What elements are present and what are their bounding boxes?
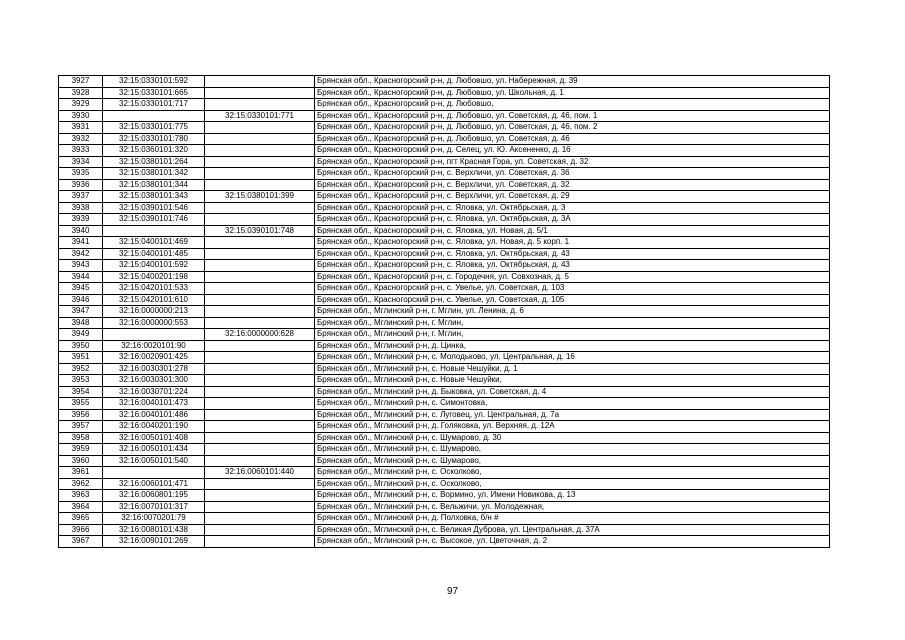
address-cell: Брянская обл., Красногорский р-н, д. Селец, ул. Ю. Аксененко, д. 16	[315, 145, 830, 157]
cadastral-number-cell: 32:16:0090101:269	[103, 536, 205, 548]
cadastral-number-cell: 32:16:0040201:190	[103, 421, 205, 433]
related-cadastral-number-cell: 32:16:0060101:440	[205, 467, 315, 479]
related-cadastral-number-cell: 32:15:0330101:771	[205, 110, 315, 122]
address-cell: Брянская обл., Мглинский р-н, с. Новые Чешуйки, д. 1	[315, 363, 830, 375]
related-cadastral-number-cell	[205, 317, 315, 329]
page-number: 97	[446, 586, 459, 597]
related-cadastral-number-cell	[205, 409, 315, 421]
table-row	[59, 168, 830, 180]
row-number-cell: 3932	[59, 133, 103, 145]
table-row	[59, 87, 830, 99]
row-number-cell: 3951	[59, 352, 103, 364]
address-cell: Брянская обл., Красногорский р-н, пгт Красная Гора, ул. Советская, д. 32	[315, 156, 830, 168]
address-cell: Брянская обл., Мглинский р-н, с. Высокое, ул. Цветочная, д. 2	[315, 536, 830, 548]
address-cell: Брянская обл., Красногорский р-н, с. Верхличи, ул. Советская, д. 32	[315, 179, 830, 191]
cadastral-number-cell: 32:15:0400201:198	[103, 271, 205, 283]
cadastral-number-cell: 32:15:0390101:746	[103, 214, 205, 226]
related-cadastral-number-cell	[205, 99, 315, 111]
cadastral-number-cell: 32:15:0330101:717	[103, 99, 205, 111]
address-cell: Брянская обл., Мглинский р-н, с. Шумарово,	[315, 444, 830, 456]
address-cell: Брянская обл., Мглинский р-н, с. Шумарово, д. 30	[315, 432, 830, 444]
cadastral-number-cell	[103, 329, 205, 341]
address-cell: Брянская обл., Мглинский р-н, с. Луговец, ул. Центральная, д. 7а	[315, 409, 830, 421]
cadastral-number-cell: 32:15:0330101:665	[103, 87, 205, 99]
cadastral-number-cell: 32:16:0020101:90	[103, 340, 205, 352]
address-cell: Брянская обл., Красногорский р-н, с. Яловка, ул. Октябрьская, д. 3А	[315, 214, 830, 226]
related-cadastral-number-cell	[205, 122, 315, 134]
table-row	[59, 478, 830, 490]
cadastral-number-cell: 32:15:0380101:344	[103, 179, 205, 191]
related-cadastral-number-cell	[205, 421, 315, 433]
related-cadastral-number-cell	[205, 179, 315, 191]
address-cell: Брянская обл., Мглинский р-н, с. Симонтовка,	[315, 398, 830, 410]
row-number-cell: 3950	[59, 340, 103, 352]
cadastral-number-cell: 32:16:0080101:438	[103, 524, 205, 536]
row-number-cell: 3956	[59, 409, 103, 421]
address-cell: Брянская обл., Мглинский р-н, г. Мглин, ул. Ленина, д. 6	[315, 306, 830, 318]
address-cell: Брянская обл., Красногорский р-н, с. Яловка, ул. Октябрьская, д. 43	[315, 248, 830, 260]
related-cadastral-number-cell	[205, 375, 315, 387]
cadastral-number-cell: 32:16:0040101:473	[103, 398, 205, 410]
cadastral-number-cell: 32:16:0070201:79	[103, 513, 205, 525]
table-row	[59, 513, 830, 525]
table-row	[59, 260, 830, 272]
table-row	[59, 409, 830, 421]
address-cell: Брянская обл., Мглинский р-н, с. Новые Чешуйки,	[315, 375, 830, 387]
row-number-cell: 3967	[59, 536, 103, 548]
row-number-cell: 3965	[59, 513, 103, 525]
related-cadastral-number-cell	[205, 398, 315, 410]
table-row	[59, 363, 830, 375]
row-number-cell: 3929	[59, 99, 103, 111]
row-number-cell: 3944	[59, 271, 103, 283]
cadastral-number-cell: 32:15:0380101:343	[103, 191, 205, 203]
address-cell: Брянская обл., Красногорский р-н, с. Яловка, ул. Октябрьская, д. 43	[315, 260, 830, 272]
address-cell: Брянская обл., Мглинский р-н, г. Мглин,	[315, 329, 830, 341]
related-cadastral-number-cell: 32:16:0000000:628	[205, 329, 315, 341]
table-row	[59, 329, 830, 341]
address-cell: Брянская обл., Красногорский р-н, д. Любовшо, ул. Школьная, д. 1	[315, 87, 830, 99]
related-cadastral-number-cell: 32:15:0380101:399	[205, 191, 315, 203]
table-row	[59, 340, 830, 352]
address-cell: Брянская обл., Красногорский р-н, с. Яловка, ул. Новая, д. 5 корп. 1	[315, 237, 830, 249]
address-cell: Брянская обл., Красногорский р-н, д. Любовшо, ул. Советская, д. 46, пом. 1	[315, 110, 830, 122]
address-cell: Брянская обл., Красногорский р-н, с. Верхличи, ул. Советская, д. 36	[315, 168, 830, 180]
row-number-cell: 3953	[59, 375, 103, 387]
related-cadastral-number-cell	[205, 260, 315, 272]
cadastral-number-cell: 32:16:0040101:486	[103, 409, 205, 421]
row-number-cell: 3933	[59, 145, 103, 157]
table-row	[59, 191, 830, 203]
table-row	[59, 421, 830, 433]
table-row	[59, 99, 830, 111]
related-cadastral-number-cell	[205, 501, 315, 513]
row-number-cell: 3952	[59, 363, 103, 375]
row-number-cell: 3931	[59, 122, 103, 134]
table-row	[59, 214, 830, 226]
table-row	[59, 536, 830, 548]
related-cadastral-number-cell	[205, 214, 315, 226]
address-cell: Брянская обл., Красногорский р-н, д. Любовшо,	[315, 99, 830, 111]
cadastral-number-cell: 32:16:0050101:540	[103, 455, 205, 467]
address-cell: Брянская обл., Мглинский р-н, с. Великая Дуброва, ул. Центральная, д. 37А	[315, 524, 830, 536]
row-number-cell: 3954	[59, 386, 103, 398]
table-row	[59, 156, 830, 168]
table-row	[59, 133, 830, 145]
related-cadastral-number-cell	[205, 432, 315, 444]
table-row	[59, 386, 830, 398]
related-cadastral-number-cell: 32:15:0390101:748	[205, 225, 315, 237]
table-body	[59, 76, 830, 548]
row-number-cell: 3938	[59, 202, 103, 214]
cadastral-table	[58, 75, 830, 548]
related-cadastral-number-cell	[205, 248, 315, 260]
address-cell: Брянская обл., Мглинский р-н, с. Осколково,	[315, 478, 830, 490]
table-row	[59, 306, 830, 318]
row-number-cell: 3959	[59, 444, 103, 456]
related-cadastral-number-cell	[205, 145, 315, 157]
row-number-cell: 3937	[59, 191, 103, 203]
table-row	[59, 110, 830, 122]
address-cell: Брянская обл., Мглинский р-н, д. Цинка,	[315, 340, 830, 352]
address-cell: Брянская обл., Красногорский р-н, с. Яловка, ул. Октябрьская, д. 3	[315, 202, 830, 214]
address-cell: Брянская обл., Мглинский р-н, с. Молодьково, ул. Центральная, д. 16	[315, 352, 830, 364]
address-cell: Брянская обл., Мглинский р-н, с. Осколково,	[315, 467, 830, 479]
cadastral-number-cell: 32:15:0420101:610	[103, 294, 205, 306]
table-row	[59, 76, 830, 88]
row-number-cell: 3930	[59, 110, 103, 122]
address-cell: Брянская обл., Красногорский р-н, с. Увелье, ул. Советская, д. 103	[315, 283, 830, 295]
related-cadastral-number-cell	[205, 294, 315, 306]
table-row	[59, 398, 830, 410]
table-row	[59, 122, 830, 134]
row-number-cell: 3947	[59, 306, 103, 318]
related-cadastral-number-cell	[205, 352, 315, 364]
table-row	[59, 248, 830, 260]
row-number-cell: 3935	[59, 168, 103, 180]
cadastral-number-cell: 32:15:0400101:592	[103, 260, 205, 272]
related-cadastral-number-cell	[205, 156, 315, 168]
related-cadastral-number-cell	[205, 455, 315, 467]
table-row	[59, 225, 830, 237]
related-cadastral-number-cell	[205, 524, 315, 536]
address-cell: Брянская обл., Красногорский р-н, с. Верхличи, ул. Советская, д. 29	[315, 191, 830, 203]
related-cadastral-number-cell	[205, 237, 315, 249]
row-number-cell: 3941	[59, 237, 103, 249]
row-number-cell: 3946	[59, 294, 103, 306]
address-cell: Брянская обл., Мглинский р-н, г. Мглин,	[315, 317, 830, 329]
row-number-cell: 3936	[59, 179, 103, 191]
cadastral-number-cell: 32:16:0030701:224	[103, 386, 205, 398]
row-number-cell: 3945	[59, 283, 103, 295]
cadastral-number-cell: 32:16:0060801:195	[103, 490, 205, 502]
related-cadastral-number-cell	[205, 306, 315, 318]
cadastral-number-cell: 32:15:0360101:320	[103, 145, 205, 157]
cadastral-number-cell: 32:16:0050101:434	[103, 444, 205, 456]
row-number-cell: 3939	[59, 214, 103, 226]
table-row	[59, 237, 830, 249]
row-number-cell: 3966	[59, 524, 103, 536]
row-number-cell: 3964	[59, 501, 103, 513]
row-number-cell: 3962	[59, 478, 103, 490]
table-row	[59, 501, 830, 513]
row-number-cell: 3927	[59, 76, 103, 88]
related-cadastral-number-cell	[205, 87, 315, 99]
row-number-cell: 3928	[59, 87, 103, 99]
related-cadastral-number-cell	[205, 478, 315, 490]
cadastral-number-cell: 32:15:0420101:533	[103, 283, 205, 295]
row-number-cell: 3934	[59, 156, 103, 168]
address-cell: Брянская обл., Мглинский р-н, с. Вормино, ул. Имени Новикова, д. 13	[315, 490, 830, 502]
address-cell: Брянская обл., Красногорский р-н, с. Яловка, ул. Новая, д. 5/1	[315, 225, 830, 237]
table-row	[59, 490, 830, 502]
cadastral-number-cell: 32:16:0070101:317	[103, 501, 205, 513]
row-number-cell: 3942	[59, 248, 103, 260]
cadastral-number-cell: 32:15:0330101:780	[103, 133, 205, 145]
row-number-cell: 3958	[59, 432, 103, 444]
address-cell: Брянская обл., Мглинский р-н, д. Голяковка, ул. Верхняя, д. 12А	[315, 421, 830, 433]
cadastral-number-cell: 32:15:0400101:485	[103, 248, 205, 260]
related-cadastral-number-cell	[205, 202, 315, 214]
table-row	[59, 294, 830, 306]
related-cadastral-number-cell	[205, 444, 315, 456]
table-row	[59, 317, 830, 329]
row-number-cell: 3961	[59, 467, 103, 479]
cadastral-number-cell: 32:16:0050101:408	[103, 432, 205, 444]
table-row	[59, 145, 830, 157]
table-row	[59, 283, 830, 295]
address-cell: Брянская обл., Красногорский р-н, д. Любовшо, ул. Набережная, д. 39	[315, 76, 830, 88]
table-row	[59, 375, 830, 387]
cadastral-number-cell: 32:15:0400101:469	[103, 237, 205, 249]
table-row	[59, 444, 830, 456]
related-cadastral-number-cell	[205, 168, 315, 180]
address-cell: Брянская обл., Красногорский р-н, с. Увелье, ул. Советская, д. 105	[315, 294, 830, 306]
cadastral-number-cell: 32:15:0330101:775	[103, 122, 205, 134]
related-cadastral-number-cell	[205, 340, 315, 352]
related-cadastral-number-cell	[205, 386, 315, 398]
cadastral-number-cell: 32:16:0000000:213	[103, 306, 205, 318]
cadastral-number-cell: 32:15:0390101:546	[103, 202, 205, 214]
address-cell: Брянская обл., Мглинский р-н, с. Вельжичи, ул. Молодежная,	[315, 501, 830, 513]
row-number-cell: 3949	[59, 329, 103, 341]
cadastral-number-cell: 32:15:0380101:264	[103, 156, 205, 168]
address-cell: Брянская обл., Мглинский р-н, с. Шумарово,	[315, 455, 830, 467]
related-cadastral-number-cell	[205, 513, 315, 525]
cadastral-number-cell: 32:15:0330101:592	[103, 76, 205, 88]
cadastral-number-cell: 32:16:0060101:471	[103, 478, 205, 490]
row-number-cell: 3948	[59, 317, 103, 329]
table-row	[59, 524, 830, 536]
row-number-cell: 3955	[59, 398, 103, 410]
related-cadastral-number-cell	[205, 283, 315, 295]
table-row	[59, 202, 830, 214]
cadastral-number-cell: 32:16:0020901:425	[103, 352, 205, 364]
cadastral-number-cell	[103, 225, 205, 237]
cadastral-number-cell: 32:15:0380101:342	[103, 168, 205, 180]
related-cadastral-number-cell	[205, 490, 315, 502]
table-row	[59, 179, 830, 191]
address-cell: Брянская обл., Красногорский р-н, д. Любовшо, ул. Советская, д. 46	[315, 133, 830, 145]
table-row	[59, 455, 830, 467]
related-cadastral-number-cell	[205, 271, 315, 283]
related-cadastral-number-cell	[205, 536, 315, 548]
table-row	[59, 467, 830, 479]
related-cadastral-number-cell	[205, 76, 315, 88]
row-number-cell: 3963	[59, 490, 103, 502]
cadastral-number-cell: 32:16:0030301:278	[103, 363, 205, 375]
table-row	[59, 432, 830, 444]
table-row	[59, 352, 830, 364]
row-number-cell: 3943	[59, 260, 103, 272]
related-cadastral-number-cell	[205, 133, 315, 145]
table-row	[59, 271, 830, 283]
related-cadastral-number-cell	[205, 363, 315, 375]
cadastral-number-cell: 32:16:0000000:553	[103, 317, 205, 329]
address-cell: Брянская обл., Красногорский р-н, д. Любовшо, ул. Советская, д. 46, пом. 2	[315, 122, 830, 134]
row-number-cell: 3940	[59, 225, 103, 237]
address-cell: Брянская обл., Мглинский р-н, д. Быковка, ул. Советская, д. 4	[315, 386, 830, 398]
row-number-cell: 3960	[59, 455, 103, 467]
cadastral-number-cell	[103, 467, 205, 479]
cadastral-number-cell	[103, 110, 205, 122]
cadastral-number-cell: 32:16:0030301:300	[103, 375, 205, 387]
address-cell: Брянская обл., Красногорский р-н, с. Городечня, ул. Совхозная, д. 5	[315, 271, 830, 283]
address-cell: Брянская обл., Мглинский р-н, д. Полховка, б/н #	[315, 513, 830, 525]
row-number-cell: 3957	[59, 421, 103, 433]
